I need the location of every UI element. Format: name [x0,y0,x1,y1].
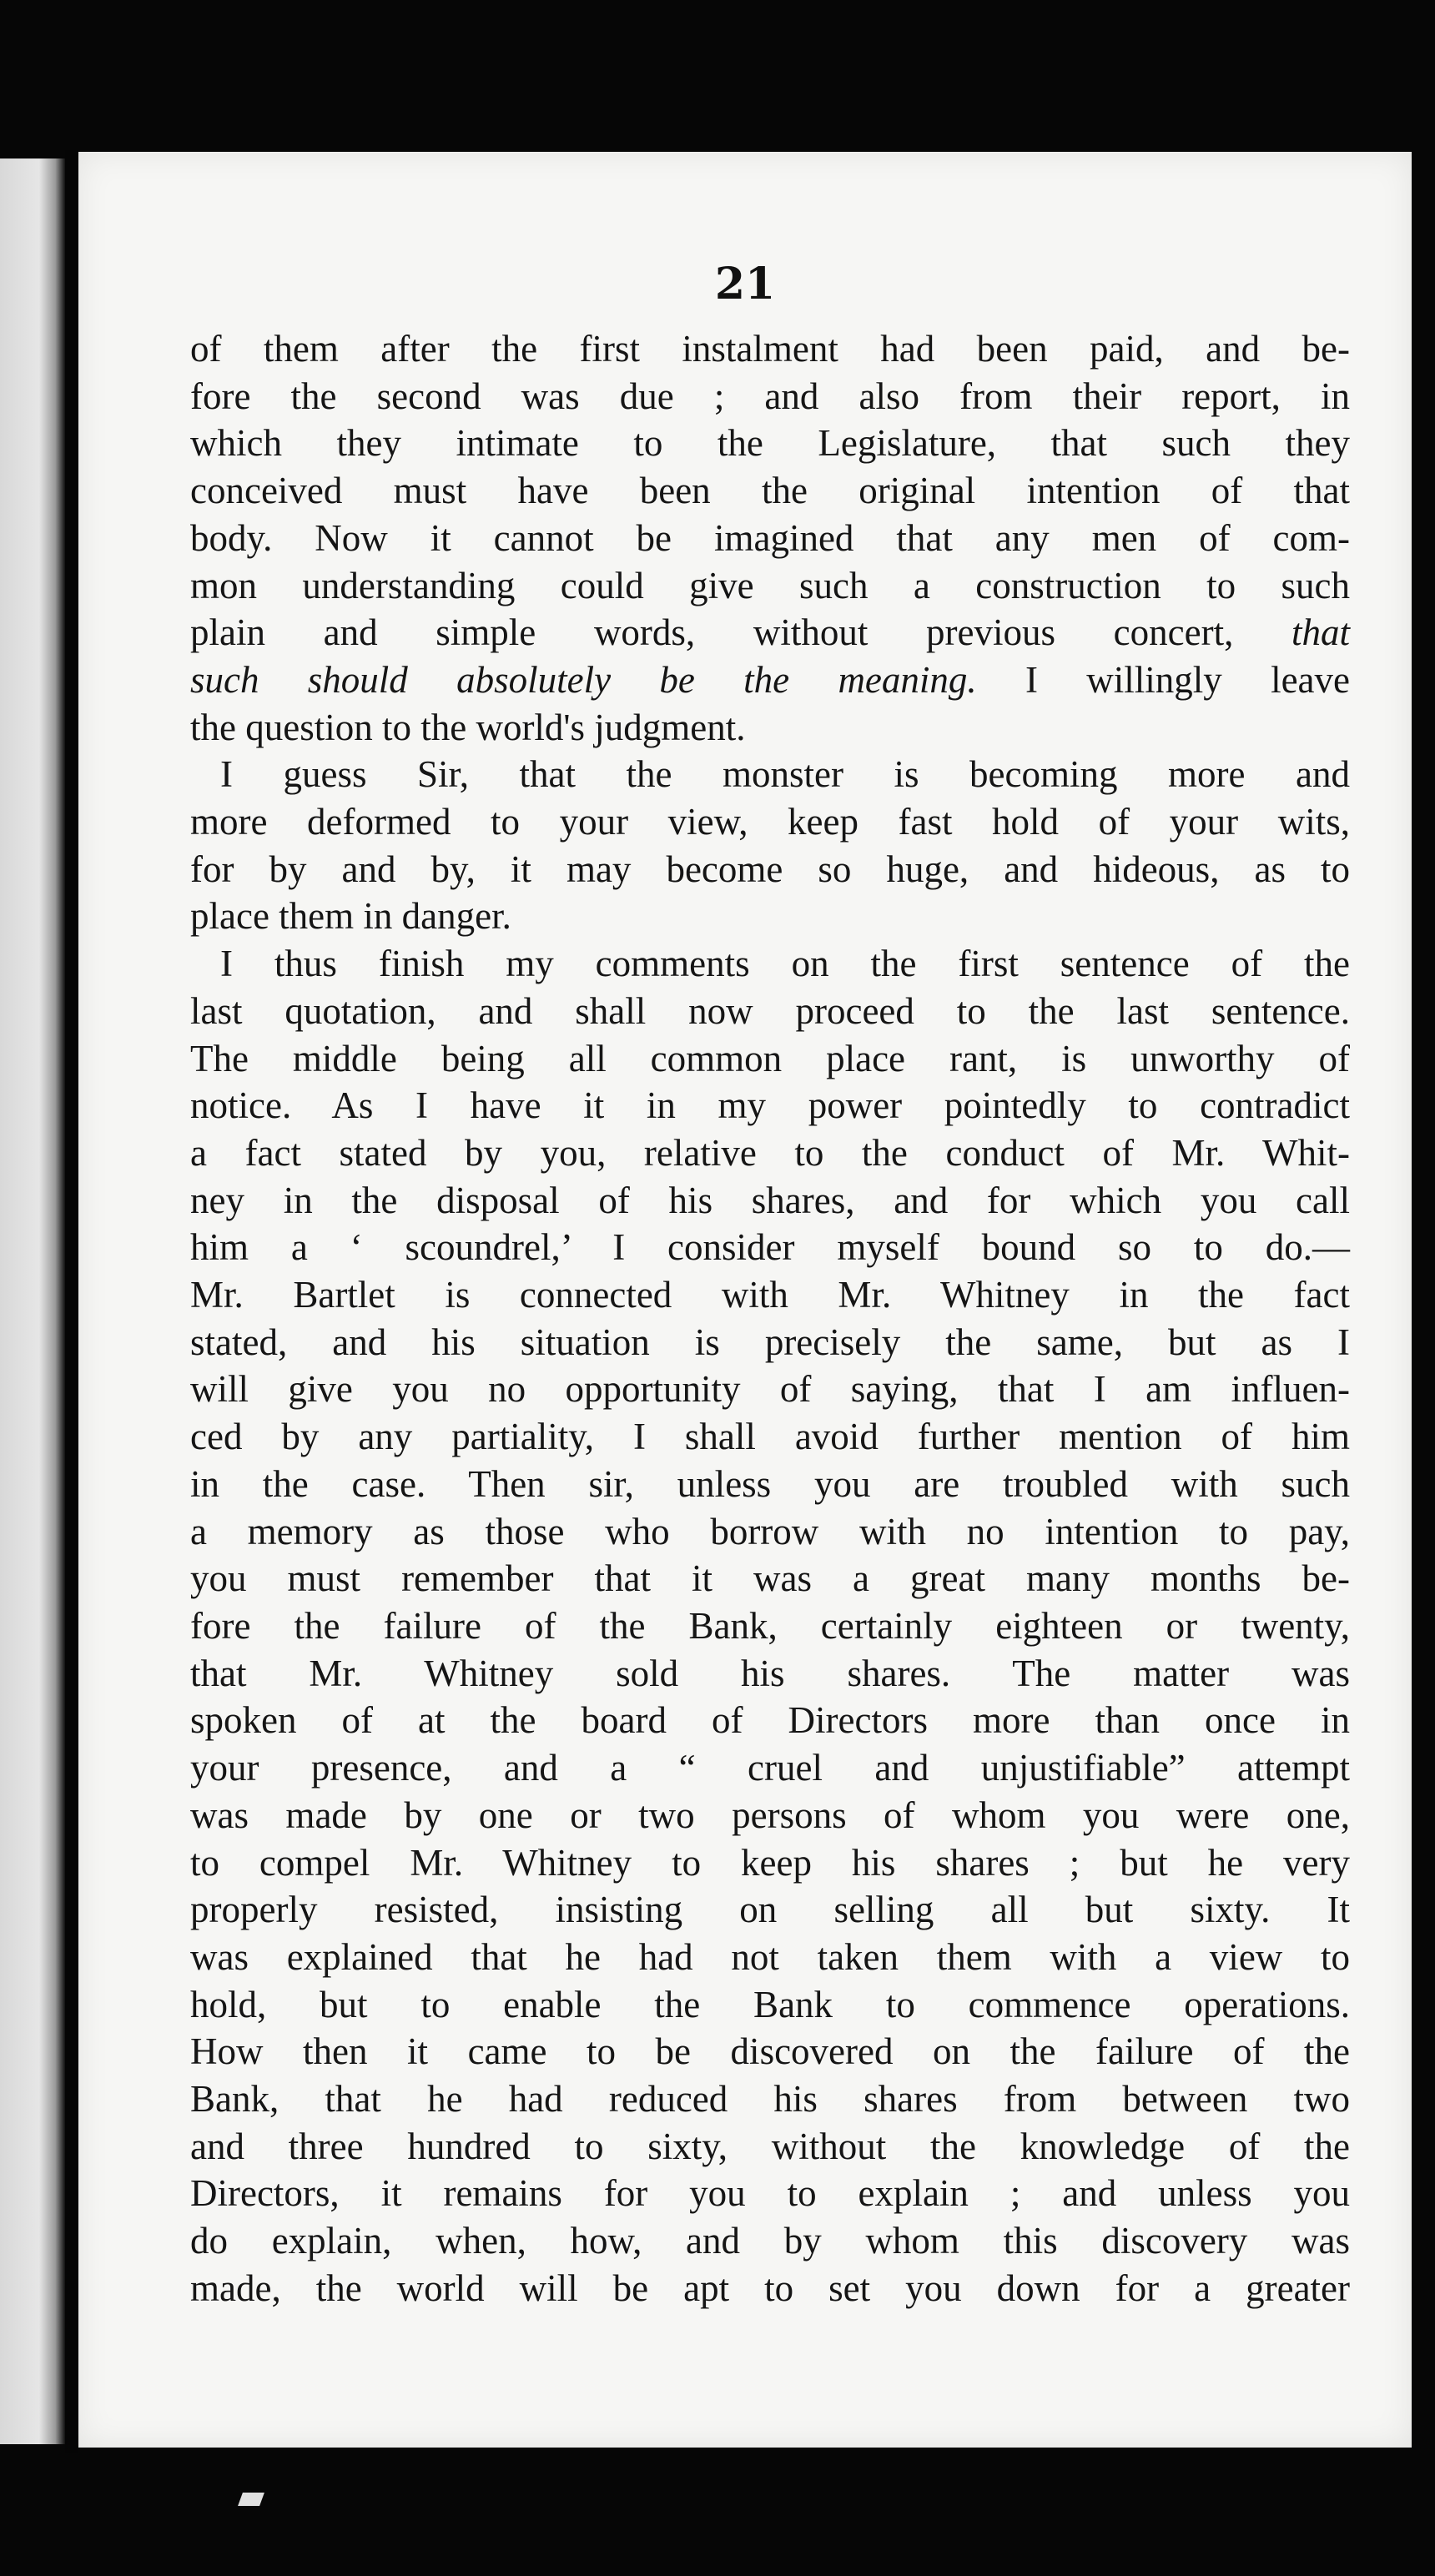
text-line: mon understanding could give such a construction to such [190,564,1350,606]
text-line: ced by any partiality, I shall avoid further mention of him [190,1416,1350,1458]
text-line: was made by one or two persons of whom you were one, [190,1794,1350,1836]
text-line [190,657,1350,704]
italic-phrase-that: that [1292,611,1351,654]
text-line: I guess Sir, that the monster is becoming more and [220,753,1350,796]
paragraph-3 [190,940,1350,2312]
text-line-start: plain and simple words, without previous concert, [190,611,1234,654]
text-line: will give you no opportunity of saying, that I am influen- [190,1368,1350,1411]
text-line: conceived must have been the original intention of that [190,470,1350,512]
text-line: notice. As I have it in my power pointedly to contradict [190,1084,1350,1127]
text-line: Bank, that he had reduced his shares from between two [190,2078,1350,2121]
text-line: body. Now it cannot be imagined that any men of com- [190,516,1350,559]
text-line: fore the second was due ; and also from their report, in [190,375,1350,417]
text-line: properly resisted, insisting on selling all but sixty. It [190,1889,1350,1931]
paragraph-1 [190,325,1350,751]
text-line: How then it came to be discovered on the failure of the [190,2030,1350,2073]
text-line: a fact stated by you, relative to the conduct of Mr. Whit- [190,1131,1350,1174]
text-line: of them after the first instalment had been paid, and be- [190,328,1350,370]
text-line: your presence, and a “ cruel and unjustifiable” attempt [190,1747,1350,1789]
text-line: him a ‘ scoundrel,’ I consider myself bound so to do.— [190,1226,1350,1269]
text-line: hold, but to enable the Bank to commence operations. [190,1983,1350,2025]
text-line: you must remember that it was a great many months be- [190,1557,1350,1600]
paragraph-2 [190,751,1350,940]
text-line: more deformed to your view, keep fast hold of your wits, [190,801,1350,843]
text-line: the question to the world's judgment. [190,706,746,748]
text-line: and three hundred to sixty, without the knowledge of the [190,2125,1350,2167]
text-line: Mr. Bartlet is connected with Mr. Whitney in the fact [190,1274,1350,1316]
text-line: that Mr. Whitney sold his shares. The matter was [190,1652,1350,1694]
text-line: spoken of at the board of Directors more than once in [190,1699,1350,1742]
text-line: stated, and his situation is precisely the same, but as I [190,1321,1350,1363]
book-gutter [65,150,78,2453]
text-line: The middle being all common place rant, is unworthy of [190,1037,1350,1079]
page-body [190,325,1350,2312]
text-line: I thus finish my comments on the first sentence of the [220,943,1350,985]
text-line: do explain, when, how, and by whom this discovery was [190,2220,1350,2262]
text-line: fore the failure of the Bank, certainly eighteen or twenty, [190,1604,1350,1647]
text-line: ney in the disposal of his shares, and for which you call [190,1179,1350,1221]
page-number: 21 [714,259,776,309]
text-line: last quotation, and shall now proceed to the last sentence. [190,989,1350,1032]
text-line [190,609,1350,657]
text-line: made, the world will be apt to set you down for a greater [190,2267,1350,2309]
text-line-end: I willingly leave [976,658,1351,701]
text-line: to compel Mr. Whitney to keep his shares ; but he very [190,1841,1350,1884]
text-line: a memory as those who borrow with no intention to pay, [190,1510,1350,1552]
text-line: in the case. Then sir, unless you are troubled with such [190,1462,1350,1505]
text-line: was explained that he had not taken them with a view to [190,1935,1350,1978]
text-line: which they intimate to the Legislature, that such they [190,422,1350,465]
text-line: for by and by, it may become so huge, and hideous, as to [190,848,1350,890]
text-line: place them in danger. [190,895,511,938]
book-page [78,152,1412,2448]
adjacent-page-edge [0,158,65,2444]
italic-phrase-meaning: such should absolutely be the meaning. [190,658,977,701]
text-line: Directors, it remains for you to explain ; and unless you [190,2172,1350,2215]
